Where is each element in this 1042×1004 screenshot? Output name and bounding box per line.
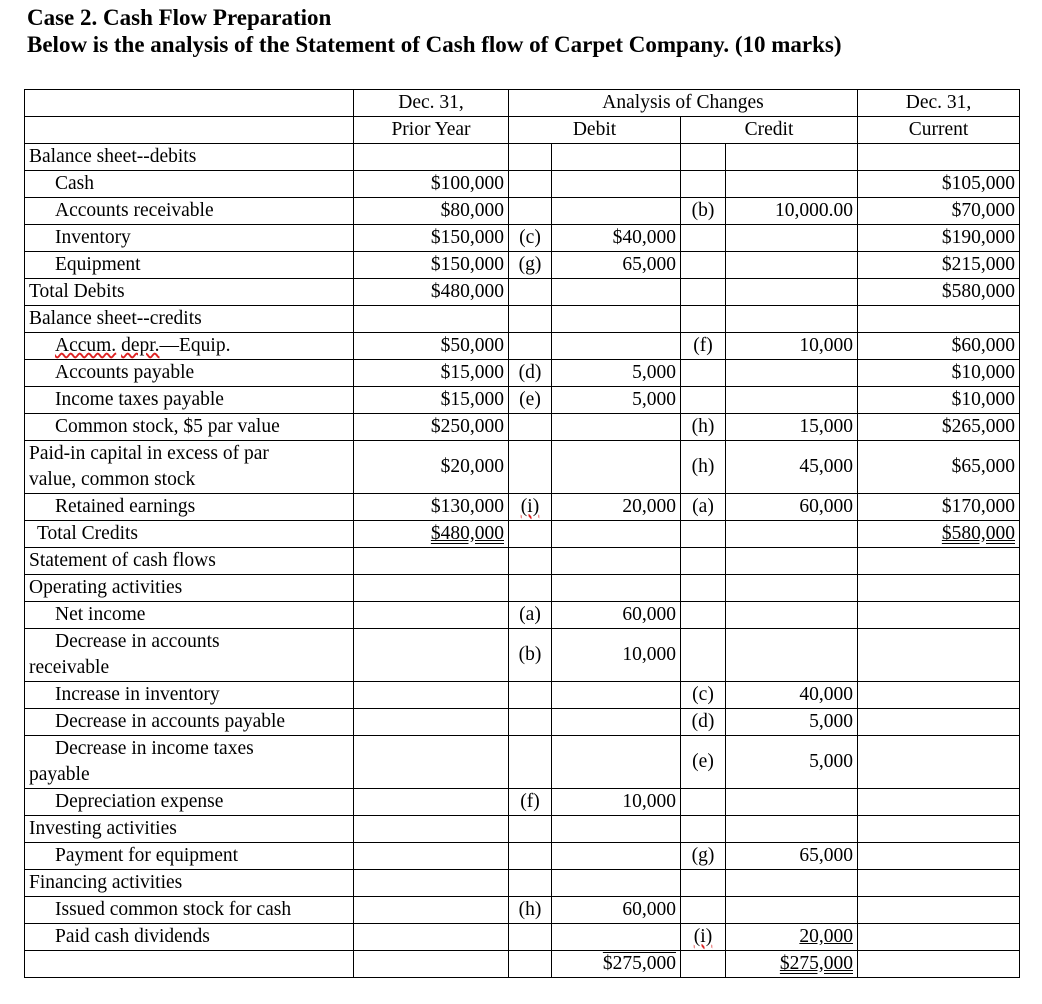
table-row	[25, 548, 1020, 575]
credit-value: 10,000	[726, 333, 858, 360]
credit-value: 10,000.00	[726, 198, 858, 225]
table-row	[25, 575, 1020, 602]
debit-value: 10,000	[552, 789, 681, 816]
credit-ref: (b)	[681, 198, 726, 225]
row-label: Net income	[25, 602, 354, 629]
table-row	[25, 843, 1020, 870]
row-label: Accum. depr.—Equip.	[25, 333, 354, 360]
header-row-2	[25, 117, 1020, 144]
table-row	[25, 198, 1020, 225]
debit-value: 5,000	[552, 387, 681, 414]
page-subtitle: Below is the analysis of the Statement of Cash flow of Carpet Company. (10 marks)	[27, 32, 842, 57]
credit-value: 20,000	[726, 924, 858, 951]
row-label: Increase in inventory	[25, 682, 354, 709]
row-label: Depreciation expense	[25, 789, 354, 816]
table-row	[25, 521, 1020, 548]
row-label: Accounts receivable	[25, 198, 354, 225]
current-value: $265,000	[858, 414, 1020, 441]
row-label: Total Credits	[25, 521, 354, 548]
current-value: $215,000	[858, 252, 1020, 279]
debit-ref: (e)	[509, 387, 552, 414]
credit-value: 15,000	[726, 414, 858, 441]
row-label: Payment for equipment	[25, 843, 354, 870]
section-label: Investing activities	[25, 816, 354, 843]
row-label: Issued common stock for cash	[25, 897, 354, 924]
credit-ref: (h)	[681, 441, 726, 494]
credit-ref: (a)	[681, 494, 726, 521]
debit-ref: (d)	[509, 360, 552, 387]
row-label: Paid cash dividends	[25, 924, 354, 951]
credit-value: 45,000	[726, 441, 858, 494]
table-row	[25, 736, 1020, 789]
debit-ref: (b)	[509, 629, 552, 682]
totals-row	[25, 951, 1020, 978]
table-row	[25, 897, 1020, 924]
row-label: Total Debits	[25, 279, 354, 306]
table-row	[25, 682, 1020, 709]
header-debit: Debit	[509, 117, 681, 144]
credit-ref: (i)	[681, 924, 726, 951]
current-value: $10,000	[858, 387, 1020, 414]
total-credit: $275,000	[726, 951, 858, 978]
prior-value: $20,000	[354, 441, 509, 494]
header-prior: Dec. 31,	[354, 90, 509, 117]
current-value: $580,000	[858, 279, 1020, 306]
row-label: Decrease in accounts receivable	[25, 629, 354, 682]
table-row	[25, 629, 1020, 682]
header-prior-year: Prior Year	[354, 117, 509, 144]
credit-ref: (g)	[681, 843, 726, 870]
credit-value: 60,000	[726, 494, 858, 521]
worksheet-table	[24, 89, 1020, 978]
table-row	[25, 279, 1020, 306]
table-row	[25, 144, 1020, 171]
header-row-1	[25, 90, 1020, 117]
table-row	[25, 924, 1020, 951]
credit-ref: (e)	[681, 736, 726, 789]
current-value: $170,000	[858, 494, 1020, 521]
debit-value: 5,000	[552, 360, 681, 387]
current-value: $10,000	[858, 360, 1020, 387]
current-value: $580,000	[858, 521, 1020, 548]
table-row	[25, 414, 1020, 441]
credit-value: 40,000	[726, 682, 858, 709]
debit-value: 10,000	[552, 629, 681, 682]
table-row	[25, 602, 1020, 629]
credit-ref: (c)	[681, 682, 726, 709]
debit-value: $40,000	[552, 225, 681, 252]
table-row	[25, 306, 1020, 333]
table-row	[25, 441, 1020, 494]
row-label: Decrease in income taxes payable	[25, 736, 354, 789]
current-value: $65,000	[858, 441, 1020, 494]
debit-ref: (h)	[509, 897, 552, 924]
prior-value: $15,000	[354, 360, 509, 387]
row-label: Accounts payable	[25, 360, 354, 387]
row-label: Cash	[25, 171, 354, 198]
prior-value: $480,000	[354, 521, 509, 548]
header-current-year: Current	[858, 117, 1020, 144]
current-value: $190,000	[858, 225, 1020, 252]
debit-value: 60,000	[552, 602, 681, 629]
section-label: Statement of cash flows	[25, 548, 354, 575]
table-row	[25, 387, 1020, 414]
current-value: $105,000	[858, 171, 1020, 198]
header-credit: Credit	[681, 117, 858, 144]
debit-ref: (i)	[509, 494, 552, 521]
prior-value: $80,000	[354, 198, 509, 225]
credit-value: 5,000	[726, 709, 858, 736]
debit-value: 65,000	[552, 252, 681, 279]
table-row	[25, 333, 1020, 360]
debit-ref: (g)	[509, 252, 552, 279]
header-current: Dec. 31,	[858, 90, 1020, 117]
header-changes: Analysis of Changes	[509, 90, 858, 117]
table-row	[25, 789, 1020, 816]
table-row	[25, 709, 1020, 736]
section-label: Balance sheet--debits	[25, 144, 354, 171]
section-label: Balance sheet--credits	[25, 306, 354, 333]
credit-value: 5,000	[726, 736, 858, 789]
debit-ref: (f)	[509, 789, 552, 816]
table-row	[25, 171, 1020, 198]
prior-value: $480,000	[354, 279, 509, 306]
table-row	[25, 252, 1020, 279]
prior-value: $130,000	[354, 494, 509, 521]
credit-ref: (h)	[681, 414, 726, 441]
table-row	[25, 816, 1020, 843]
credit-value: 65,000	[726, 843, 858, 870]
row-label: Paid-in capital in excess of par value, common stock	[25, 441, 354, 494]
page-title: Case 2. Cash Flow Preparation	[27, 5, 332, 30]
row-label: Equipment	[25, 252, 354, 279]
row-label: Common stock, $5 par value	[25, 414, 354, 441]
current-value: $70,000	[858, 198, 1020, 225]
row-label: Retained earnings	[25, 494, 354, 521]
credit-ref: (f)	[681, 333, 726, 360]
debit-value: 60,000	[552, 897, 681, 924]
row-label: Decrease in accounts payable	[25, 709, 354, 736]
section-label: Financing activities	[25, 870, 354, 897]
current-value: $60,000	[858, 333, 1020, 360]
prior-value: $250,000	[354, 414, 509, 441]
row-label: Income taxes payable	[25, 387, 354, 414]
prior-value: $150,000	[354, 252, 509, 279]
table-row	[25, 225, 1020, 252]
table-row	[25, 870, 1020, 897]
prior-value: $50,000	[354, 333, 509, 360]
debit-ref: (c)	[509, 225, 552, 252]
table-row	[25, 494, 1020, 521]
table-row	[25, 360, 1020, 387]
row-label: Inventory	[25, 225, 354, 252]
debit-value: 20,000	[552, 494, 681, 521]
prior-value: $150,000	[354, 225, 509, 252]
section-label: Operating activities	[25, 575, 354, 602]
prior-value: $15,000	[354, 387, 509, 414]
credit-ref: (d)	[681, 709, 726, 736]
debit-ref: (a)	[509, 602, 552, 629]
total-debit: $275,000	[552, 951, 681, 978]
prior-value: $100,000	[354, 171, 509, 198]
